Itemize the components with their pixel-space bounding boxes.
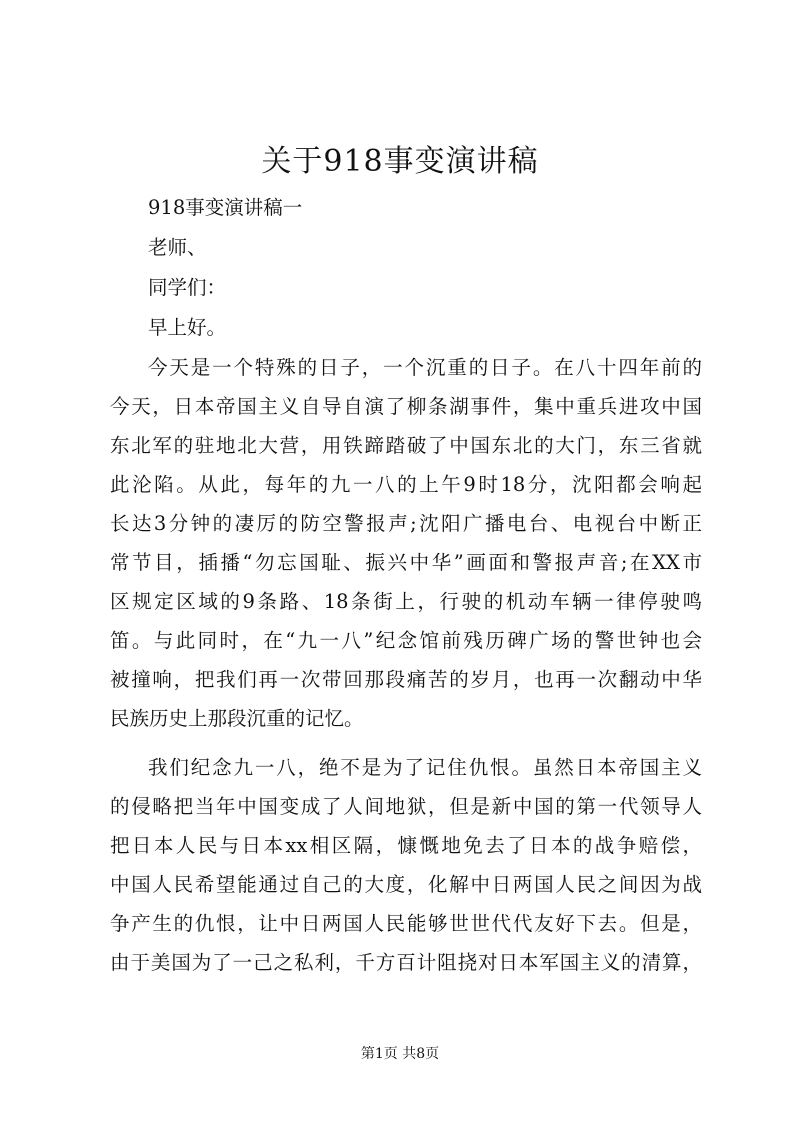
paragraph-line: 常节目，插播“勿忘国耻、振兴中华”画面和警报声音;在XX市 [110, 551, 702, 574]
greeting: 早上好。 [148, 316, 227, 339]
paragraph-line: 长达3分钟的凄厉的防空警报声;沈阳广播电台、电视台中断正 [110, 512, 702, 535]
paragraph-line: 被撞响，把我们再一次带回那段痛苦的岁月，也再一次翻动中华 [110, 668, 702, 691]
paragraph-line: 中国人民希望能通过自己的大度，化解中日两国人民之间因为战 [110, 873, 702, 896]
paragraph-line: 区规定区域的9条路、18条街上，行驶的机动车辆一律停驶鸣 [110, 590, 702, 613]
document-title: 关于918事变演讲稿 [261, 144, 539, 179]
paragraph-line: 笛。与此同时，在“九一八”纪念馆前残历碑广场的警世钟也会 [110, 629, 702, 652]
paragraph-line: 今天是一个特殊的日子，一个沉重的日子。在八十四年前的 [148, 356, 702, 379]
salutation-teachers: 老师、 [148, 236, 207, 259]
paragraph-line: 的侵略把当年中国变成了人间地狱，但是新中国的第一代领导人 [110, 795, 702, 818]
paragraph-line: 今天，日本帝国主义自导自演了柳条湖事件，集中重兵进攻中国 [110, 395, 702, 418]
document-subtitle: 918事变演讲稿一 [148, 196, 303, 219]
paragraph-line: 争产生的仇恨，让中日两国人民能够世世代代友好下去。但是， [110, 912, 702, 935]
paragraph-line: 民族历史上那段沉重的记忆。 [110, 707, 364, 730]
paragraph-line: 把日本人民与日本xx相区隔，慷慨地免去了日本的战争赔偿， [110, 834, 702, 857]
paragraph-line: 我们纪念九一八，绝不是为了记住仇恨。虽然日本帝国主义 [148, 756, 702, 779]
salutation-students: 同学们： [148, 276, 227, 299]
paragraph-line: 此沦陷。从此，每年的九一八的上午9时18分，沈阳都会响起 [110, 473, 702, 496]
paragraph-line: 东北军的驻地北大营，用铁蹄踏破了中国东北的大门，东三省就 [110, 434, 702, 457]
page-footer: 第1页 共8页 [360, 1046, 440, 1062]
paragraph-line: 由于美国为了一己之私利，千方百计阻挠对日本军国主义的清算， [110, 951, 702, 974]
